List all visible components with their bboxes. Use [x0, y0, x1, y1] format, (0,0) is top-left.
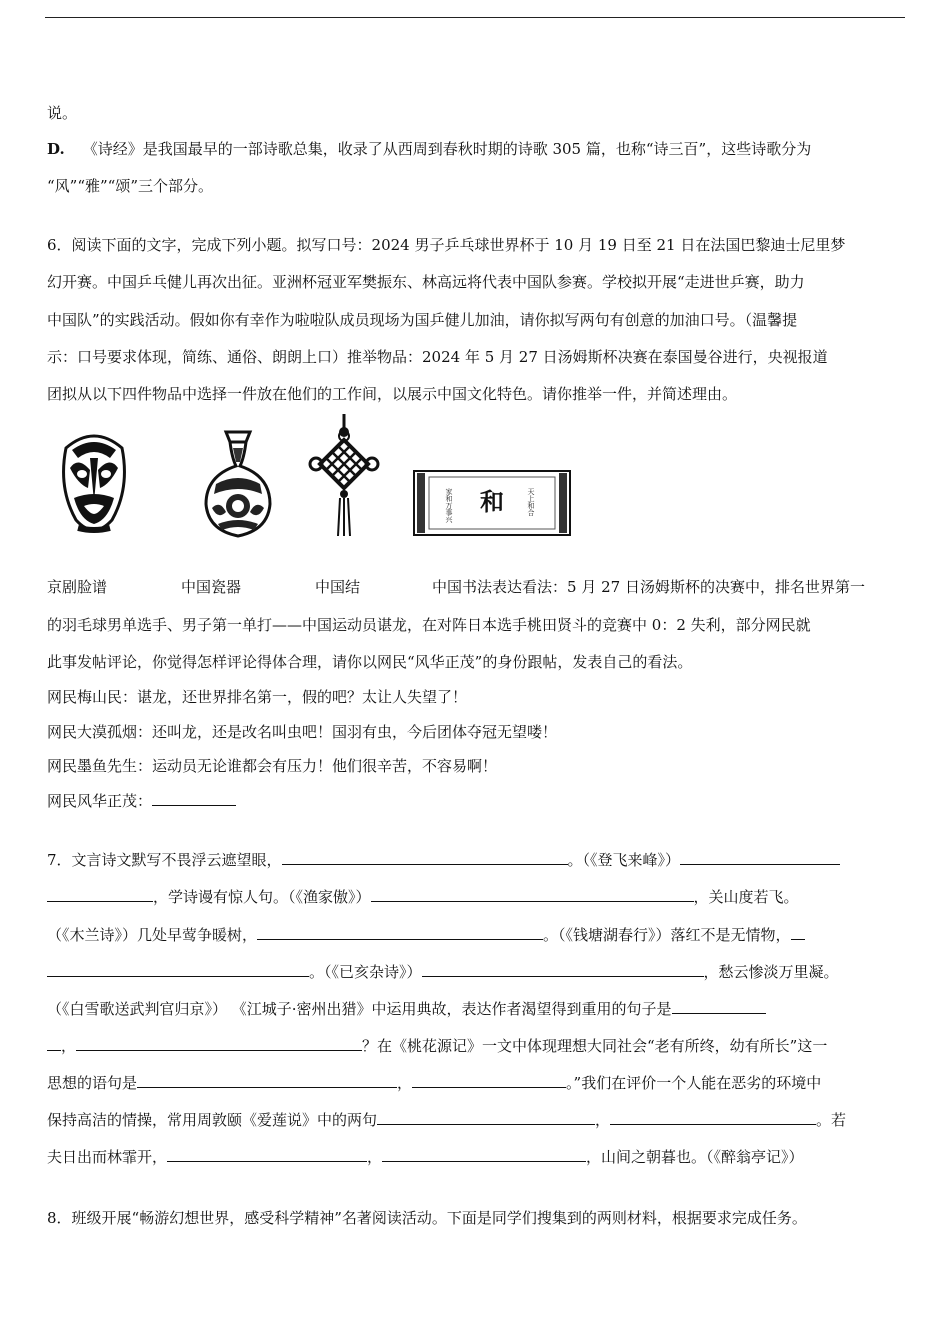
q6-line: 中国队”的实践活动。假如你有幸作为啦啦队成员现场为国乒健儿加油，请你拟写两句有创意的加油口号。（温馨提 — [47, 311, 798, 329]
comment-line: 网民梅山民：谌龙，还世界排名第一，假的吧？太让人失望了！ — [47, 688, 468, 706]
text-line: 说。 — [47, 104, 78, 122]
caption-porcelain: 中国瓷器 — [181, 578, 242, 596]
q6-line: 团拟从以下四件物品中选择一件放在他们的工作间，以展示中国文化特色。请你推举一件，并简述理由。 — [47, 385, 738, 403]
q7-line: 夫日出而林霏开， ， ，山间之朝暮也。（《醉翁亭记》） — [47, 1148, 804, 1166]
q6-line: 示：口号要求体现，简练、通俗、朗朗上口）推举物品：2024 年 5 月 27 日汤姆斯杯决赛在泰国曼谷进行，央视报道 — [47, 348, 828, 366]
q7-line: （《木兰诗》）几处早莺争暖树， 。（《钱塘湖春行》）落红不是无情物， — [47, 925, 805, 945]
caption-calligraphy-line — [432, 577, 865, 597]
q7-line: （《白雪歌送武判官归京》） 《江城子·密州出猎》中运用典故，表达作者渴望得到重用的句子是 — [47, 999, 766, 1019]
q7-line: 保持高洁的情操，常用周敦颐《爱莲说》中的两句 ， 。若 — [47, 1111, 847, 1129]
caption-knot: 中国结 — [315, 578, 361, 596]
answer-blank[interactable] — [377, 1110, 595, 1125]
answer-blank[interactable] — [76, 1036, 362, 1051]
option-d-label: D. — [47, 140, 65, 158]
answer-blank[interactable] — [422, 962, 704, 977]
answer-blank[interactable] — [257, 925, 543, 940]
q7-line: ， ？在《桃花源记》一文中体现理想大同社会“老有所终，幼有所长”这一 — [47, 1036, 827, 1056]
q6-line: 6．阅读下面的文字，完成下列小题。拟写口号：2024 男子乒乓球世界杯于 10 月 19 日至 21 日在法国巴黎迪士尼里梦 — [47, 236, 846, 254]
comment-line: 网民大漠孤烟：还叫龙，还是改名叫虫吧！国羽有虫，今后团体夺冠无望喽！ — [47, 723, 558, 741]
answer-blank[interactable] — [47, 962, 309, 977]
answer-blank[interactable] — [282, 850, 568, 865]
porcelain-vase-image — [200, 428, 276, 540]
answer-blank[interactable] — [680, 850, 840, 865]
q8-line: 8．班级开展“畅游幻想世界，感受科学精神”名著阅读活动。下面是同学们搜集到的两则材料，根据要求完成任务。 — [47, 1209, 807, 1227]
answer-blank[interactable] — [137, 1073, 397, 1088]
q6-line: 此事发帖评论，你觉得怎样评论得体合理，请你以网民“风华正茂”的身份跟帖，发表自己的看法。 — [47, 653, 693, 671]
text-line: “风”“雅”“颂”三个部分。 — [47, 177, 214, 195]
answer-blank[interactable] — [382, 1147, 586, 1162]
q7-line: 。（《已亥杂诗》） ，愁云惨淡万里凝。 — [47, 962, 839, 982]
answer-blank[interactable] — [167, 1147, 367, 1162]
q7-line: 7．文言诗文默写不畏浮云遮望眼， 。（《登飞来峰》） — [47, 850, 840, 870]
answer-blank[interactable] — [47, 1036, 61, 1051]
answer-blank[interactable] — [152, 791, 236, 806]
opera-mask-image — [58, 428, 130, 538]
option-d — [47, 139, 811, 159]
header-rule — [45, 17, 905, 18]
q7-line: 思想的语句是 ， 。”我们在评价一个人能在恶劣的环境中 — [47, 1074, 822, 1092]
q6-continuation: 表达看法：5 月 27 日汤姆斯杯的决赛中，排名世界第一 — [492, 578, 865, 596]
chinese-knot-image — [308, 414, 380, 538]
answer-blank[interactable] — [47, 887, 153, 902]
option-d-text: 《诗经》是我国最早的一部诗歌总集，收录了从西周到春秋时期的诗歌 305 篇，也称“诗三百”，这些诗歌分为 — [82, 140, 812, 158]
answer-line — [47, 791, 236, 811]
comment-line: 网民墨鱼先生：运动员无论谁都会有压力！他们很辛苦，不容易啊！ — [47, 757, 498, 775]
scroll-center-char: 和 — [480, 487, 504, 516]
answer-blank[interactable] — [672, 999, 766, 1014]
scroll-right-text: 天上和合 — [527, 488, 535, 516]
scroll-left-text: 家和万事兴 — [445, 488, 453, 523]
caption-opera-mask: 京剧脸谱 — [47, 578, 108, 596]
calligraphy-scroll-image — [413, 470, 571, 536]
answer-blank[interactable] — [610, 1110, 816, 1125]
answer-label: 网民风华正茂： — [47, 792, 153, 810]
q7-line: ，学诗谩有惊人句。（《渔家傲》） ，关山度若飞。 — [47, 887, 799, 907]
caption-calligraphy: 中国书法 — [432, 578, 493, 596]
q6-line: 幻开赛。中国乒乓健儿再次出征。亚洲杯冠亚军樊振东、林高远将代表中国队参赛。学校拟开展“走进世乒赛，助力 — [47, 273, 805, 291]
answer-blank[interactable] — [791, 925, 805, 940]
answer-blank[interactable] — [371, 887, 694, 902]
q6-line: 的羽毛球男单选手、男子第一单打——中国运动员谌龙，在对阵日本选手桃田贤斗的竞赛中 0：2 失利，部分网民就 — [47, 616, 811, 634]
answer-blank[interactable] — [412, 1073, 566, 1088]
